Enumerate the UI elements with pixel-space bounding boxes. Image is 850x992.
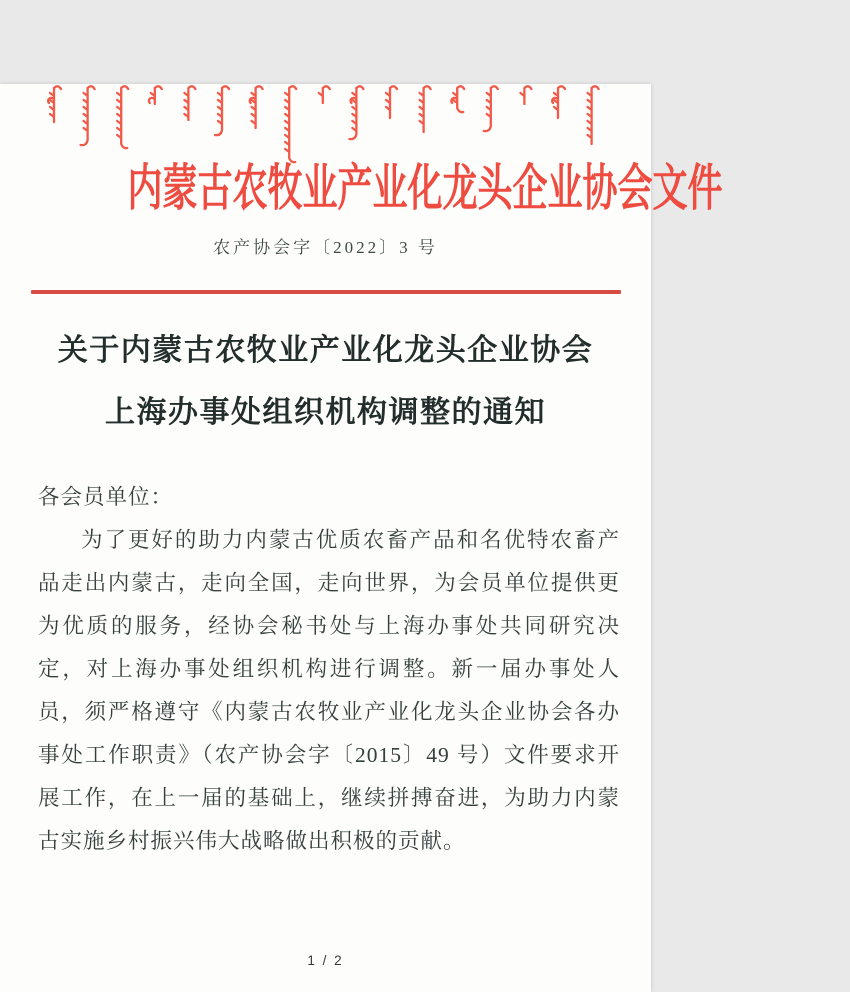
document-title: [0, 320, 651, 444]
mongolian-vertical-script-icon: [43, 84, 609, 158]
document-body: [0, 320, 651, 863]
document-title-line-2: 上海办事处组织机构调整的通知: [105, 396, 546, 429]
salutation: 各会员单位：: [38, 485, 174, 509]
document-reference-number: 农产协会字〔2022〕3 号: [213, 238, 438, 257]
document-page: [0, 84, 723, 992]
letterhead: [0, 84, 723, 294]
body-paragraph: 为了更好的助力内蒙古优质农畜产品和名优特农畜产品走出内蒙古，走向全国，走向世界，为会员单位提供更为优质的服务，经协会秘书处与上海办事处共同研究决定，对上海办事处组织机构进行调整。新一届办事处人员，须严格遵守《内蒙古农牧业产业化龙头企业协会各办事处工作职责》（农产协会字〔2015〕49 号）文件要求开展工作，在上一届的基础上，继续拼搏奋进，为助力内蒙古实施乡村振兴伟大战略做出积极的贡献。: [38, 528, 620, 853]
letterhead-org-title-text: 内蒙古农牧业产业化龙头企业协会文件: [127, 160, 723, 216]
page-footer: [0, 952, 651, 970]
page-number: 1 / 2: [307, 953, 344, 968]
letterhead-divider-rule: [31, 290, 621, 294]
document-title-line-1: 关于内蒙古农牧业产业化龙头企业协会: [57, 334, 594, 367]
letterhead-org-title: [0, 160, 723, 216]
mongolian-script-banner-icon: [0, 84, 651, 158]
